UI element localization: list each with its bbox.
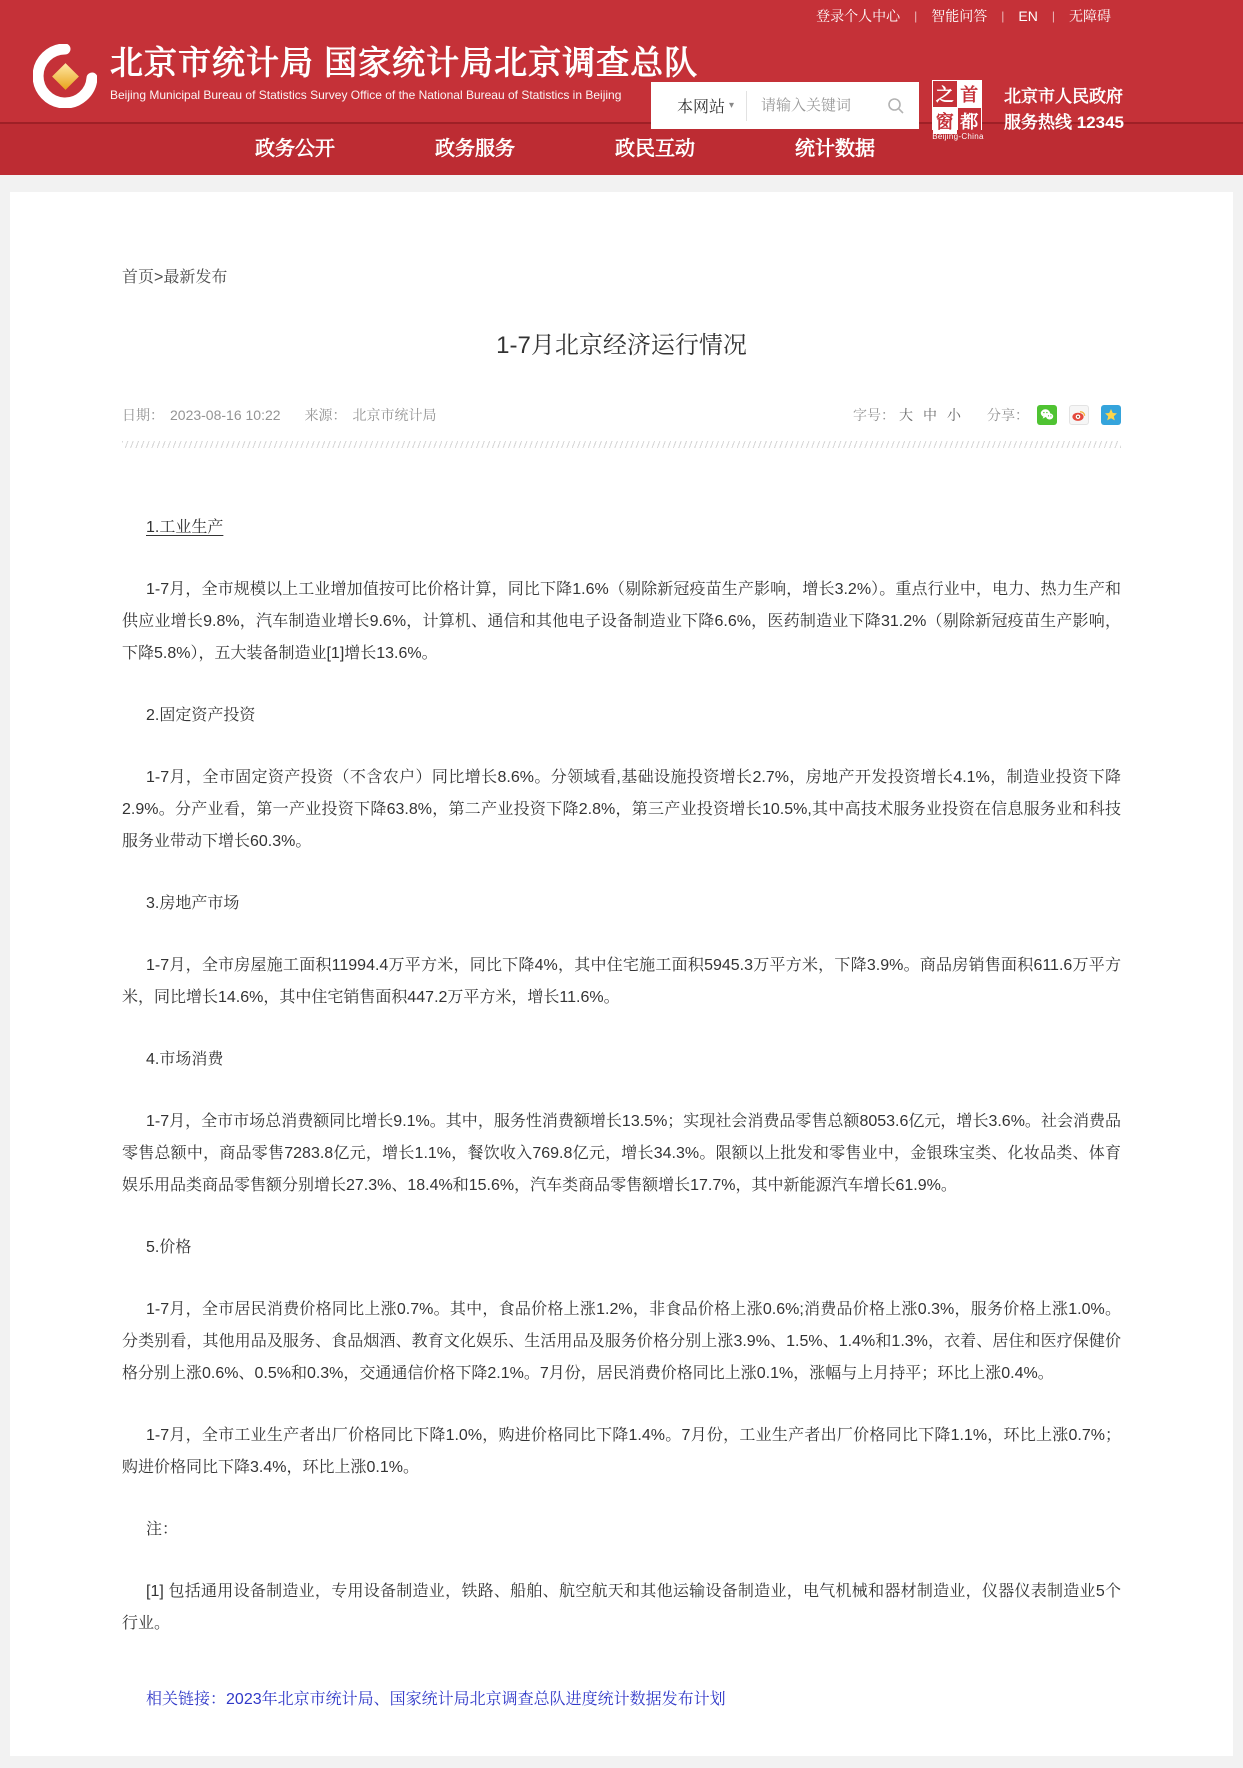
gov-line2: 服务热线 12345 [1004,113,1124,132]
search-scope-label: 本网站 [677,99,726,116]
font-size-options [899,405,961,425]
capital-window-caption: Beijing-China [932,132,984,141]
body-paragraph: 1-7月，全市市场总消费额同比增长9.1%。其中，服务性消费额增长13.5%；实现社会消费品零售总额8053.6亿元，增长3.6%。社会消费品零售总额中，商品零售7283.8亿元，增长1.1%，餐饮收入769.8亿元，增长34.3%。限额以上批发和零售业中，金银珠宝类、化妆品类、体育娱乐用品类商品零售额分别增长27.3%、18.4%和15.6%，汽车类商品零售额增长17.7%，其中新能源汽车增长61.9%。 [122,1113,1121,1194]
content-card [10,192,1233,1756]
search-divider [746,91,747,121]
source-label: 来源： [304,407,347,423]
breadcrumb-current-link[interactable]: 最新发布 [163,269,228,286]
related-link[interactable]: 2023年北京市统计局、国家统计局北京调查总队进度统计数据发布计划 [226,1691,726,1708]
body-paragraph: 1-7月，全市居民消费价格同比上涨0.7%。其中，食品价格上涨1.2%，非食品价格上涨0.6%;消费品价格上涨0.3%，服务价格上涨1.0%。分类别看，其他用品及服务、食品烟酒、教育文化娱乐、生活用品及服务价格分别上涨3.9%、1.5%、1.4%和1.3%，衣着、居住和医疗保健价格分别上涨0.6%、0.5%和0.3%，交通通信价格下降2.1%。7月份，居民消费价格同比上涨0.1%，涨幅与上月持平；环比上涨0.4%。 [122,1301,1121,1382]
site-brand [110,41,698,103]
article-body [122,512,1121,1640]
topbar-link[interactable]: 智能问答 [931,8,988,24]
search-box [651,82,919,129]
share-label: 分享： [987,407,1029,423]
article-meta-right [853,405,1121,425]
page-title: 1-7月北京经济运行情况 [496,332,747,359]
search-scope-select[interactable] [677,94,734,117]
hatched-divider [122,441,1121,448]
topbar-link[interactable]: 无障碍 [1069,8,1111,24]
site-title: 北京市统计局 国家统计局北京调查总队 [110,44,699,81]
date-label: 日期： [122,407,164,423]
seal-char: 窗 [933,108,957,134]
topbar [0,0,1243,32]
section-heading: 3.房地产市场 [146,895,240,912]
nav-item[interactable]: 政民互动 [615,138,695,160]
font-size-option[interactable]: 大 [899,407,913,423]
related-links-label: 相关链接： [146,1691,227,1708]
topbar-separator: | [1001,9,1005,23]
breadcrumb-home-link[interactable]: 首页 [122,269,155,286]
search-button[interactable] [887,97,905,115]
nav-item[interactable]: 政务服务 [435,138,515,160]
gov-line1: 北京市人民政府 [1004,87,1123,106]
qzone-share-icon[interactable] [1101,405,1121,425]
section-heading: 2.固定资产投资 [146,707,256,724]
date-value: 2023-08-16 10:22 [170,407,281,423]
search-icon [887,103,905,118]
topbar-separator: | [1051,9,1055,23]
capital-window-seal [932,80,982,133]
main-area [0,175,1243,1768]
body-paragraph: 1-7月，全市房屋施工面积11994.4万平方米，同比下降4%，其中住宅施工面积5945.3万平方米，下降3.9%。商品房销售面积611.6万平方米，同比增长14.6%，其中住宅销售面积447.2万平方米，增长11.6%。 [122,957,1121,1006]
seal-char: 首 [958,81,982,107]
related-links-row [122,1684,1121,1716]
breadcrumb-separator: > [154,269,164,286]
seal-char: 之 [933,81,957,107]
section-heading: 注： [146,1521,179,1538]
font-size-option[interactable]: 中 [923,407,937,423]
section-heading: 5.价格 [146,1239,192,1256]
section-heading: 1.工业生产 [146,519,224,536]
topbar-link[interactable]: EN [1018,8,1038,24]
search-input[interactable] [761,97,887,114]
breadcrumb [122,264,1121,287]
body-paragraph: [1] 包括通用设备制造业，专用设备制造业，铁路、船舶、航空航天和其他运输设备制造业，电气机械和器材制造业，仪器仪表制造业5个行业。 [122,1583,1121,1632]
section-heading: 4.市场消费 [146,1051,224,1068]
font-size-label: 字号： [853,407,895,423]
nav-item[interactable]: 统计数据 [795,138,875,160]
nav-item[interactable]: 政务公开 [255,138,335,160]
share-icons [1037,405,1121,425]
font-size-option[interactable]: 小 [947,407,961,423]
topbar-links [816,6,1111,26]
topbar-separator: | [914,9,918,23]
topbar-link[interactable]: 登录个人中心 [816,8,901,24]
site-header [0,32,1243,141]
article-meta-left [122,405,443,425]
source-value: 北京市统计局 [352,407,437,423]
weibo-share-icon[interactable] [1069,405,1089,425]
wechat-share-icon[interactable] [1037,405,1057,425]
gov-hotline [1004,84,1124,136]
body-paragraph: 1-7月，全市工业生产者出厂价格同比下降1.0%，购进价格同比下降1.4%。7月份，工业生产者出厂价格同比下降1.1%，环比上涨0.7%；购进价格同比下降3.4%，环比上涨0.1%。 [122,1427,1121,1476]
seal-char: 都 [958,108,982,134]
capital-window-logo[interactable] [932,80,984,141]
site-subtitle: Beijing Municipal Bureau of Statistics Survey Office of the National Bureau of Statistics in Beijing [110,88,622,102]
chevron-down-icon: ▾ [729,100,735,111]
bureau-logo-icon[interactable] [33,44,97,108]
body-paragraph: 1-7月，全市固定资产投资（不含农户）同比增长8.6%。分领域看,基础设施投资增长2.7%，房地产开发投资增长4.1%，制造业投资下降2.9%。分产业看，第一产业投资下降63.8%，第二产业投资下降2.8%，第三产业投资增长10.5%,其中高技术服务业投资在信息服务业和科技服务业带动下增长60.3%。 [122,769,1121,850]
body-paragraph: 1-7月，全市规模以上工业增加值按可比价格计算，同比下降1.6%（剔除新冠疫苗生产影响，增长3.2%）。重点行业中，电力、热力生产和供应业增长9.8%，汽车制造业增长9.6%，计算机、通信和其他电子设备制造业下降6.6%，医药制造业下降31.2%（剔除新冠疫苗生产影响，下降5.8%），五大装备制造业[1]增长13.6%。 [122,581,1121,662]
article-meta [122,405,1121,425]
